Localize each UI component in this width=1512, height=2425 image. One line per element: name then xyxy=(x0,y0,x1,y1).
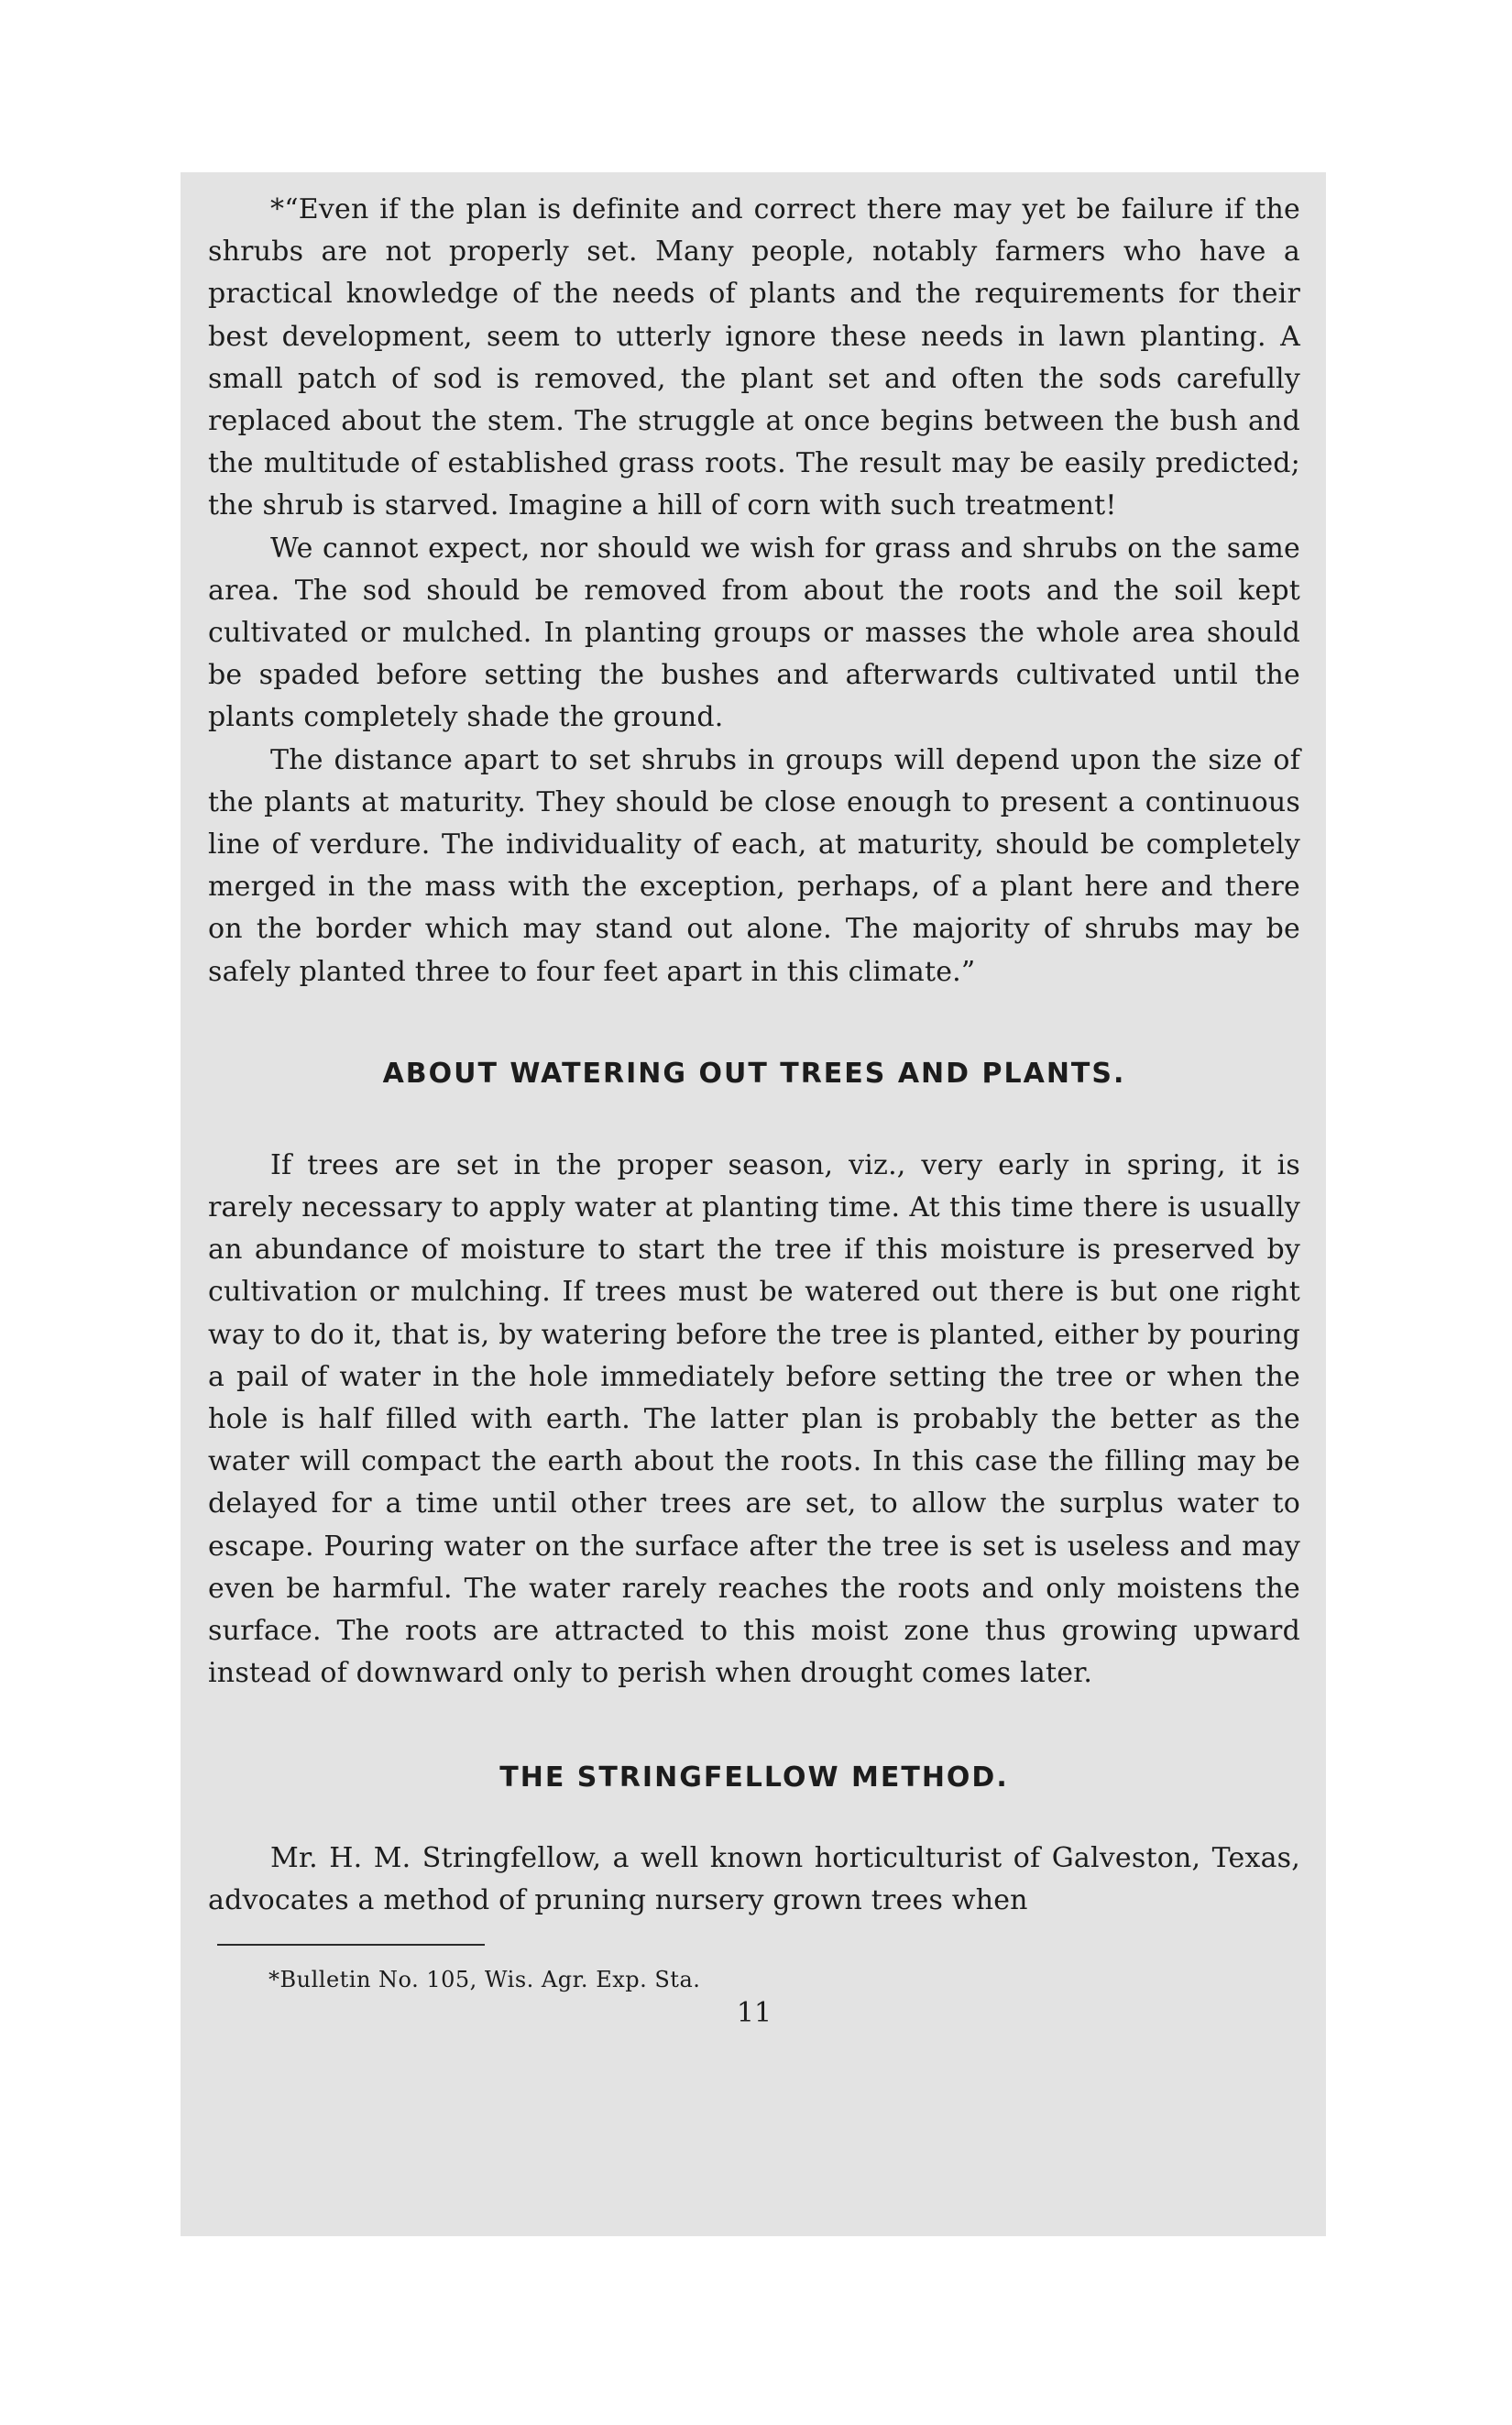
paragraph-stringfellow: Mr. H. M. Stringfellow, a well known horticulturist of Galveston, Texas, advocates a method of pruning nursery grown trees when xyxy=(208,1841,1300,1916)
paragraph-grass-and-shrubs: We cannot expect, nor should we wish for grass and shrubs on the same area. The sod should be removed from about the roots and the soil kept cultivated or mulched. In planting groups or masses the whole area should be spaded before setting the bushes and afterwards cultivated until the plants completely shade the ground. xyxy=(208,532,1300,734)
paragraph-shrub-distance: The distance apart to set shrubs in groups will depend upon the size of the plants at maturity. They should be close enough to present a continuous line of verdure. The individuality of each, at maturity, should be completely merged in the mass with the exception, perhaps, of a plant here and there on the border which may stand out alone. The majority of shrubs may be safely planted three to four feet apart in this climate.” xyxy=(208,743,1300,988)
paragraph-quote-planting: *“Even if the plan is definite and correct there may yet be failure if the shrubs are not properly set. Many people, notably farmers who have a practical knowledge of the needs of plants and the requirements for their best development, seem to utterly ignore these needs in lawn planting. A small patch of sod is removed, the plant set and often the sods carefully replaced about the stem. The struggle at once begins between the bush and the multitude of established grass roots. The result may be easily predicted; the shrub is starved. Imagine a hill of corn with such treatment! xyxy=(208,193,1300,522)
footnote-divider xyxy=(217,1944,485,1946)
page-number: 11 xyxy=(736,1996,772,2029)
paragraph-watering: If trees are set in the proper season, viz., very early in spring, it is rarely necessary to apply water at planting time. At this time there is usually an abundance of moisture to start the tree if this moisture is preserved by cultivation or mulching. If trees must be watered out there is but one right way to do it, that is, by watering before the tree is planted, either by pouring a pail of water in the hole immediately before setting the tree or when the hole is half filled with earth. The latter plan is probably the better as the water will compact the earth about the roots. In this case the filling may be delayed for a time until other trees are set, to allow the surplus water to escape. Pouring water on the surface after the tree is set is useless and may even be harmful. The water rarely reaches the roots and only moistens the surface. The roots are attracted to this moist zone thus growing upward instead of downward only to perish when drought comes later. xyxy=(208,1148,1300,1690)
footnote: *Bulletin No. 105, Wis. Agr. Exp. Sta. xyxy=(268,1966,701,1992)
document-page xyxy=(181,172,1326,2236)
section-heading-watering: ABOUT WATERING OUT TREES AND PLANTS. xyxy=(382,1057,1126,1090)
section-heading-stringfellow: THE STRINGFELLOW METHOD. xyxy=(499,1761,1009,1794)
